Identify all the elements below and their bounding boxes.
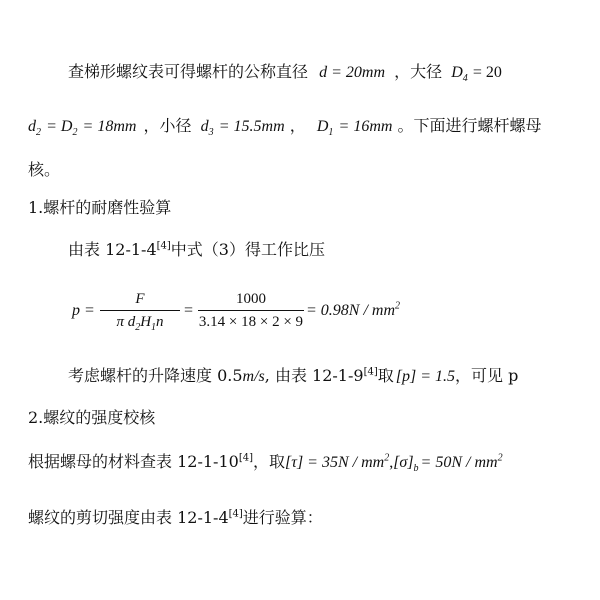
separator-comma: , [389,454,394,471]
section1-consider [68,366,518,387]
formula-equals: = [184,302,194,319]
major-diameter-value: = 20 [472,64,502,81]
paragraph-line-3 [28,160,60,180]
reference-mark: [4] [228,508,243,520]
separator-text: ，小径 [143,116,192,135]
paragraph-line-2 [28,116,542,137]
nut-minor-symbol: $D_1$ [316,118,334,139]
fraction-2-numerator: 1000 [236,291,266,307]
nut-minor-value: = 16mm [338,118,393,135]
section2-line-2 [28,508,323,528]
fraction-bar [198,310,304,311]
reference-mark: [4] [156,240,171,252]
speed-unit: m/s [242,368,265,385]
section-heading-1 [28,198,171,218]
section2-text: 螺纹的剪切强度由表 12-1-4 [28,508,229,527]
allowable-bending-stress: $[\sigma]_b = 50N / mm^2$ [393,452,503,475]
fraction-2 [198,290,304,331]
intro-text: 由表 12-1-4 [68,240,157,259]
section2-text: 进行验算： [242,508,323,527]
formula-result: = $0.98N / mm^2$ [306,300,401,319]
minor-diameter-symbol: $d_3$ [200,118,214,139]
fraction-1-numerator: F [135,291,145,307]
consider-text: , 由表 12-1-9 [264,366,364,385]
major-diameter-symbol: $D_4$ [451,64,468,85]
pitch-diameter-eq: = $D_2$ [46,118,78,139]
section2-text: ，取 [252,452,285,471]
nominal-diameter: d = 20mm [319,64,386,81]
section-heading-2 [28,408,155,428]
consider-tail: ，可见 p [455,366,519,385]
pitch-diameter-symbol: $d_2$ [28,118,41,139]
separator-text: ， [289,116,306,135]
fraction-1 [100,290,180,331]
reference-mark: [4] [238,452,253,464]
intro-text: 中式（3）得工作比压 [170,240,325,259]
consider-text: 考虑螺杆的升降速度 0.5 [68,366,243,385]
fraction-1-denominator: π $d_2H_1n$ [116,314,164,333]
reference-mark: [4] [363,366,378,378]
section2-line-1 [28,452,503,473]
allowable-shear-stress: $[\tau] = 35N / mm^2$ [285,452,390,471]
fraction-2-denominator: 3.14 × 18 × 2 × 9 [198,314,304,330]
section2-text: 根据螺母的材料查表 12-1-10 [28,452,239,471]
heading-text: 2.螺纹的强度校核 [28,408,156,427]
paragraph-line-1 [68,62,502,83]
fraction-bar [100,310,180,311]
paragraph-tail: 。下面进行螺杆螺母 [397,116,542,135]
section1-intro [68,240,325,260]
heading-text: 1.螺杆的耐磨性验算 [28,198,172,217]
minor-diameter-value: = 15.5mm [218,118,285,135]
paragraph-text: 查梯形螺纹表可得螺杆的公称直径 [68,62,309,81]
consider-text: 取 [377,366,394,385]
allowable-pressure: [p] = 1.5 [395,368,456,385]
separator-text: ，大径 [394,62,443,81]
paragraph-text: 核。 [28,160,61,179]
pitch-diameter-value: = 18mm [82,118,137,135]
formula-lhs: p = [72,302,95,319]
